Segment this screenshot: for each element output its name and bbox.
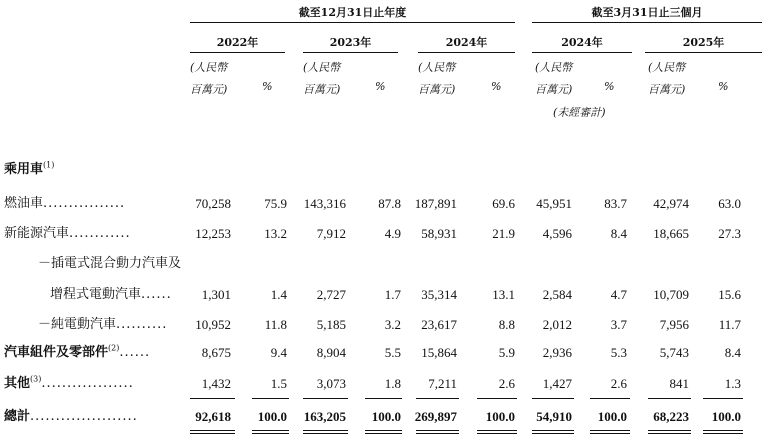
cell-pct: 8.4 [724,345,741,360]
total-double-rule [648,430,691,434]
subtotal-rule [252,398,289,399]
cell-pct: 3.7 [610,317,627,332]
row-label-phev-line1: －插電式混合動力汽車及 [38,256,182,271]
year-header-2024-fy: 2024年 [445,36,488,49]
cell-pct: 4.7 [610,287,627,302]
cell-pct: 4.9 [384,226,401,241]
cell-pct: 1.4 [270,287,287,302]
row-label-total: 總計..................... [4,409,138,424]
pct-header-2022: % [262,80,273,93]
cell-pct: 11.8 [264,317,287,332]
total-double-rule [477,430,517,434]
cell-pct-total: 100.0 [257,409,287,424]
cell-value: 10,952 [195,317,231,332]
total-double-rule [190,430,235,434]
cell-pct: 83.7 [604,196,627,211]
cell-value: 15,864 [421,345,457,360]
cell-pct-total: 100.0 [371,409,401,424]
row-label-phev-line2: 增程式電動汽車...... [50,287,172,302]
pct-header-2025-q: % [718,80,729,93]
cell-pct: 3.2 [384,317,401,332]
cell-pct-total: 100.0 [711,409,741,424]
cell-value: 1,301 [201,287,231,302]
cell-value: 2,584 [542,287,572,302]
subtotal-rule [477,398,517,399]
cell-value: 7,211 [428,376,457,391]
total-double-rule [416,430,459,434]
cell-value: 5,185 [316,317,346,332]
year-rule-2024-fy [418,52,515,53]
unit-header-2022: (人民幣 百萬元) [190,61,228,96]
cell-pct-total: 100.0 [597,409,627,424]
row-label-others: 其他$^{(3)}$.................. [4,374,134,391]
cell-value: 23,617 [421,317,457,332]
cell-pct: 21.9 [492,226,515,241]
row-label-passenger-vehicles: 乘用車$^{(1)}$ [4,160,55,177]
cell-value: 42,974 [653,196,689,211]
cell-value-total: 54,910 [536,409,572,424]
year-rule-2023 [303,52,398,53]
unit-header-2024-q: (人民幣 百萬元) [535,61,573,96]
cell-value: 7,912 [316,226,346,241]
cell-value: 3,073 [316,376,346,391]
cell-value: 70,258 [195,196,231,211]
unit-header-2025-q: (人民幣 百萬元) [648,61,686,96]
fy-group-header: 截至12月31日止年度 [298,6,407,19]
cell-pct: 5.3 [610,345,627,360]
cell-pct: 63.0 [718,196,741,211]
cell-pct: 11.7 [718,317,741,332]
cell-value-total: 269,897 [414,409,457,424]
row-label-bev: －純電動汽車.......... [38,317,168,332]
subtotal-rule [590,398,630,399]
cell-value: 143,316 [303,196,346,211]
subtotal-rule [365,398,402,399]
cell-value: 1,427 [542,376,572,391]
cell-pct: 8.8 [498,317,515,332]
cell-pct: 13.2 [264,226,287,241]
cell-pct: 5.9 [498,345,515,360]
year-rule-2024-q [532,52,632,53]
subtotal-rule [703,398,743,399]
cell-pct: 87.8 [378,196,401,211]
subtotal-rule [303,398,348,399]
fy-group-rule [190,22,515,23]
cell-pct: 1.3 [724,376,741,391]
year-header-2025-q: 2025年 [682,36,725,49]
cell-value: 12,253 [195,226,231,241]
year-header-2022: 2022年 [216,36,259,49]
year-header-2023: 2023年 [329,36,372,49]
quarter-group-rule [532,22,762,23]
subtotal-rule [532,398,574,399]
quarter-group-header: 截至3月31日止三個月 [591,6,703,19]
cell-value: 58,931 [421,226,457,241]
cell-value: 10,709 [653,287,689,302]
subtotal-rule [648,398,691,399]
cell-pct: 69.6 [492,196,515,211]
total-double-rule [365,430,402,434]
cell-value: 5,743 [659,345,689,360]
cell-value: 35,314 [421,287,457,302]
cell-value: 2,727 [316,287,346,302]
cell-value: 2,012 [542,317,572,332]
cell-pct: 2.6 [610,376,627,391]
cell-value: 18,665 [653,226,689,241]
unit-header-2023: (人民幣 百萬元) [303,61,341,96]
cell-pct: 9.4 [270,345,287,360]
pct-header-2023: % [375,80,386,93]
cell-pct: 1.7 [384,287,401,302]
subtotal-rule [416,398,459,399]
cell-pct: 1.8 [384,376,401,391]
year-rule-2022 [190,52,285,53]
cell-value: 4,596 [542,226,572,241]
total-double-rule [303,430,348,434]
cell-pct: 2.6 [498,376,515,391]
year-header-2024-q: 2024年 [561,36,603,49]
cell-pct: 8.4 [610,226,627,241]
total-double-rule [590,430,630,434]
total-double-rule [252,430,289,434]
cell-value: 7,956 [659,317,689,332]
total-double-rule [703,430,743,434]
cell-pct: 27.3 [718,226,741,241]
cell-value-total: 92,618 [195,409,231,424]
row-label-components: 汽車組件及零部件$^{(2)}$...... [4,343,151,360]
cell-value: 8,675 [201,345,231,360]
cell-value-total: 163,205 [303,409,346,424]
unaudited-note: (未經審計) [553,106,606,119]
cell-value: 2,936 [542,345,572,360]
cell-pct: 13.1 [492,287,515,302]
cell-value: 841 [669,376,689,391]
subtotal-rule [190,398,235,399]
cell-value-total: 68,223 [653,409,689,424]
row-label-nev: 新能源汽車............ [4,226,131,241]
cell-pct: 15.6 [718,287,741,302]
unit-header-2024-fy: (人民幣 百萬元) [418,61,456,96]
cell-pct: 75.9 [264,196,287,211]
cell-pct: 1.5 [270,376,287,391]
total-double-rule [532,430,574,434]
year-rule-2025-q [645,52,762,53]
cell-value: 187,891 [414,196,457,211]
cell-value: 45,951 [536,196,572,211]
pct-header-2024-q: % [604,80,615,93]
cell-value: 8,904 [316,345,346,360]
cell-value: 1,432 [201,376,231,391]
row-label-fuel-vehicles: 燃油車................ [4,196,126,211]
cell-pct-total: 100.0 [485,409,515,424]
cell-pct: 5.5 [384,345,401,360]
pct-header-2024-fy: % [491,80,502,93]
